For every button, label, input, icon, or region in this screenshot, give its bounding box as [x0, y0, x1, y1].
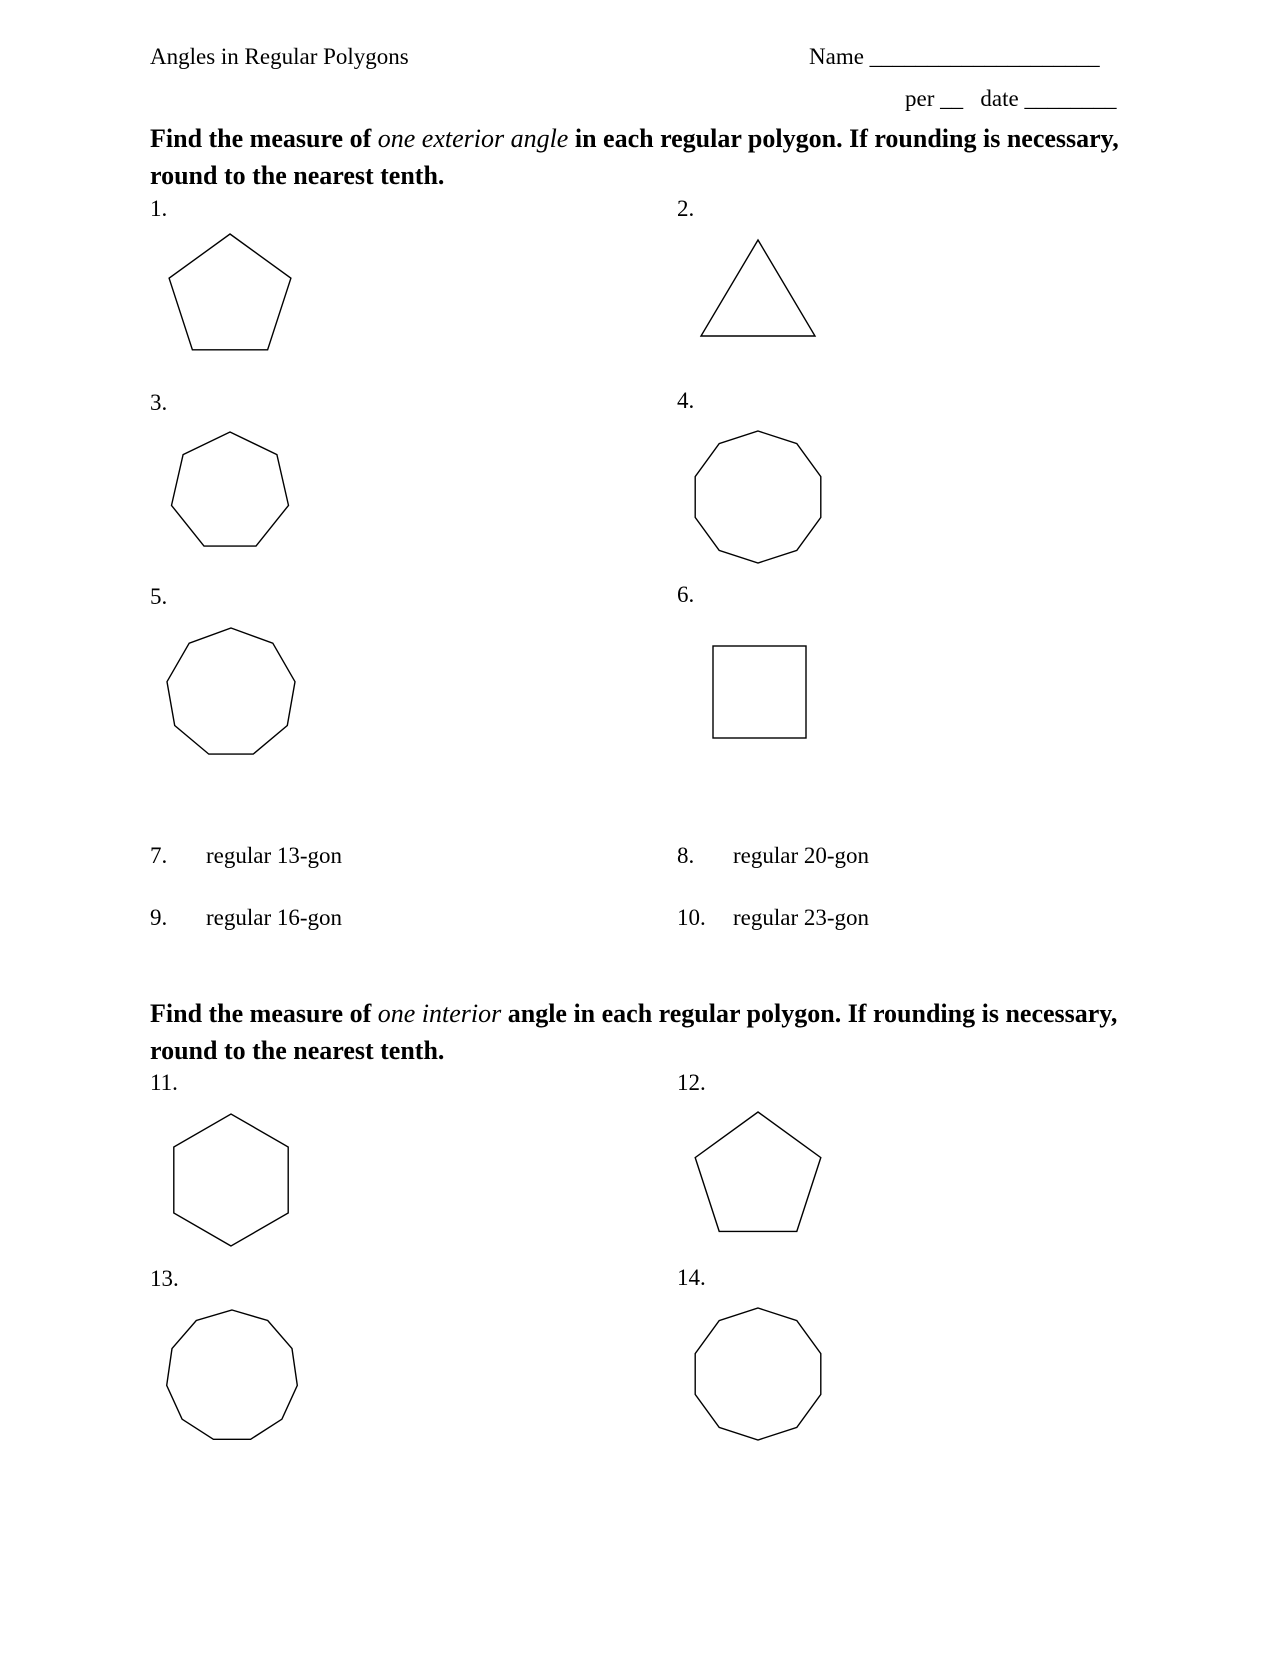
polygon-shape [169, 234, 291, 350]
word-problem [677, 905, 869, 931]
problem-text: regular 20-gon [733, 843, 870, 868]
problem-number: 8. [677, 843, 695, 868]
word-problem [150, 843, 342, 869]
date-label: date [980, 86, 1019, 111]
polygon-shape [174, 1114, 288, 1246]
polygon-shape [167, 1310, 298, 1439]
polygon-shape [167, 628, 295, 754]
problem-text: regular 23-gon [733, 905, 870, 930]
problem-number: 4. [677, 388, 695, 413]
problem-number: 6. [677, 582, 695, 607]
per-date-row [905, 86, 1116, 112]
problem-number: 5. [150, 584, 168, 609]
polygon-shape [701, 240, 815, 336]
polygon-shape [713, 646, 806, 738]
word-problem [150, 905, 342, 931]
problem-number: 3. [150, 390, 168, 415]
decagon-figure [0, 0, 1, 1]
problem-number: 10. [677, 905, 706, 930]
section2-instructions: Find the measure of one interior angle in each regular polygon. If rounding is necessary, round to the nearest tenth. [150, 999, 1118, 1065]
problem-number: 11. [150, 1070, 178, 1095]
emphasis-text: one exterior angle [377, 124, 569, 153]
date-line[interactable]: ________ [1024, 86, 1117, 111]
problem-number: 1. [150, 196, 168, 221]
polygon-shape [695, 1308, 821, 1440]
emphasis-text: one interior [377, 999, 502, 1028]
name-field[interactable] [809, 44, 1100, 70]
problem-text: regular 13-gon [206, 843, 343, 868]
problem-text: regular 16-gon [206, 905, 343, 930]
problem-number: 9. [150, 905, 168, 930]
worksheet-title: Angles in Regular Polygons [150, 44, 409, 69]
problem-number: 12. [677, 1070, 706, 1095]
name-line: ____________________ [869, 44, 1100, 69]
polygon-shape [695, 431, 821, 563]
per-label: per [905, 86, 935, 111]
section1-instructions: Find the measure of one exterior angle in each regular polygon. If rounding is necessary, round to the nearest tenth. [150, 124, 1119, 190]
problem-number: 7. [150, 843, 168, 868]
word-problem [677, 843, 869, 869]
per-line[interactable]: __ [940, 86, 964, 111]
problem-number: 14. [677, 1265, 706, 1290]
polygon-shape [172, 432, 289, 546]
problem-number: 2. [677, 196, 695, 221]
polygon-shape [695, 1112, 821, 1231]
problem-number: 13. [150, 1266, 179, 1291]
name-label: Name [809, 44, 864, 69]
